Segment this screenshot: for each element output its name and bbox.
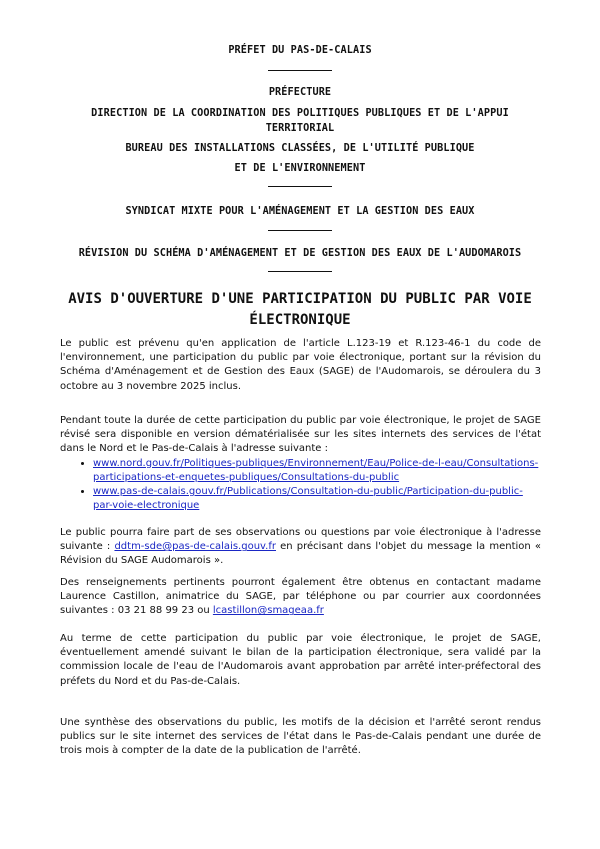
revision-heading: RÉVISION DU SCHÉMA D'AMÉNAGEMENT ET DE GESTION DES EAUX DE L'AUDOMAROIS xyxy=(78,248,522,259)
direction-heading: DIRECTION DE LA COORDINATION DES POLITIQUES PUBLIQUES ET DE L'APPUI TERRITORIAL xyxy=(91,108,509,134)
bureau-heading-line2: ET DE L'ENVIRONNEMENT xyxy=(234,163,366,174)
list-item xyxy=(93,457,541,485)
contact-paragraph xyxy=(60,576,541,619)
availability-paragraph xyxy=(60,414,541,513)
pas-de-calais-link[interactable]: www.pas-de-calais.gouv.fr/Publications/Consultation-du-public/Participation-du-public-par-voie-electronique xyxy=(93,486,523,512)
notice-title: AVIS D'OUVERTURE D'UNE PARTICIPATION DU PUBLIC PAR VOIE ÉLECTRONIQUE xyxy=(68,291,532,328)
observations-paragraph xyxy=(60,526,541,569)
ddtm-email-link[interactable]: ddtm-sde@pas-de-calais.gouv.fr xyxy=(114,541,276,553)
publication-paragraph: Une synthèse des observations du public, les motifs de la décision et l'arrêté seront rendus publics sur le site internet des services de l'état dans le Pas-de-Calais pendant une durée de trois mois à compter de la date de la publication de l'arrêté. xyxy=(60,717,541,757)
link-list xyxy=(60,457,541,514)
observations-text-end: en précisant dans l'objet du message la mention « Révision du SAGE Audomarois ». xyxy=(60,541,541,567)
availability-text: Pendant toute la durée de cette participation du public par voie électronique, le projet de SAGE révisé sera disponible en version dématérialisée sur les sites internets des services de l'état dans le Nord et le Pas-de-Calais à l'adresse suivante : xyxy=(60,415,541,455)
contact-phone: 03 21 88 99 23 xyxy=(117,605,195,617)
syndicat-heading: SYNDICAT MIXTE POUR L'AMÉNAGEMENT ET LA GESTION DES EAUX xyxy=(125,206,475,217)
separator-rule xyxy=(268,271,332,272)
observations-text-start: Le public pourra faire part de ses observations ou questions par voie électronique à l'adresse suivante : xyxy=(60,527,541,553)
separator-rule xyxy=(268,186,332,187)
prefet-heading: PRÉFET DU PAS-DE-CALAIS xyxy=(228,45,372,56)
nord-link[interactable]: www.nord.gouv.fr/Politiques-publiques/Environnement/Eau/Police-de-l-eau/Consultations-participations-et-enquetes-publiques/Consultations-du-public xyxy=(93,457,539,483)
separator-rule xyxy=(268,70,332,71)
bureau-heading-line1: BUREAU DES INSTALLATIONS CLASSÉES, DE L'UTILITÉ PUBLIQUE xyxy=(125,143,475,154)
approval-paragraph: Au terme de cette participation du public par voie électronique, le projet de SAGE, éventuellement amendé suivant le bilan de la participation électronique, sera validé par la commission locale de l'eau de l'Audomarois avant approbation par arrêté inter-préfectoral des préfets du Nord et du Pas-de-Calais. xyxy=(60,633,541,687)
castillon-email-link[interactable]: lcastillon@smageaa.fr xyxy=(212,605,324,617)
separator-rule xyxy=(268,230,332,231)
intro-paragraph: Le public est prévenu qu'en application de l'article L.123-19 et R.123-46-1 du code de l'environnement, une participation du public par voie électronique, portant sur la révision du Schéma d'Aménagement et de Gestion des Eaux (SAGE) de l'Audomarois, se déroulera du 3 octobre au 3 novembre 2025 inclus. xyxy=(60,338,541,392)
prefecture-heading: PRÉFECTURE xyxy=(268,87,332,98)
contact-text: Des renseignements pertinents pourront également être obtenus en contactant madame Laurence Castillon, animatrice du SAGE, par téléphone ou par courrier aux coordonnées suivantes : xyxy=(60,577,541,617)
contact-connector: ou xyxy=(194,605,213,617)
list-item xyxy=(93,485,541,513)
